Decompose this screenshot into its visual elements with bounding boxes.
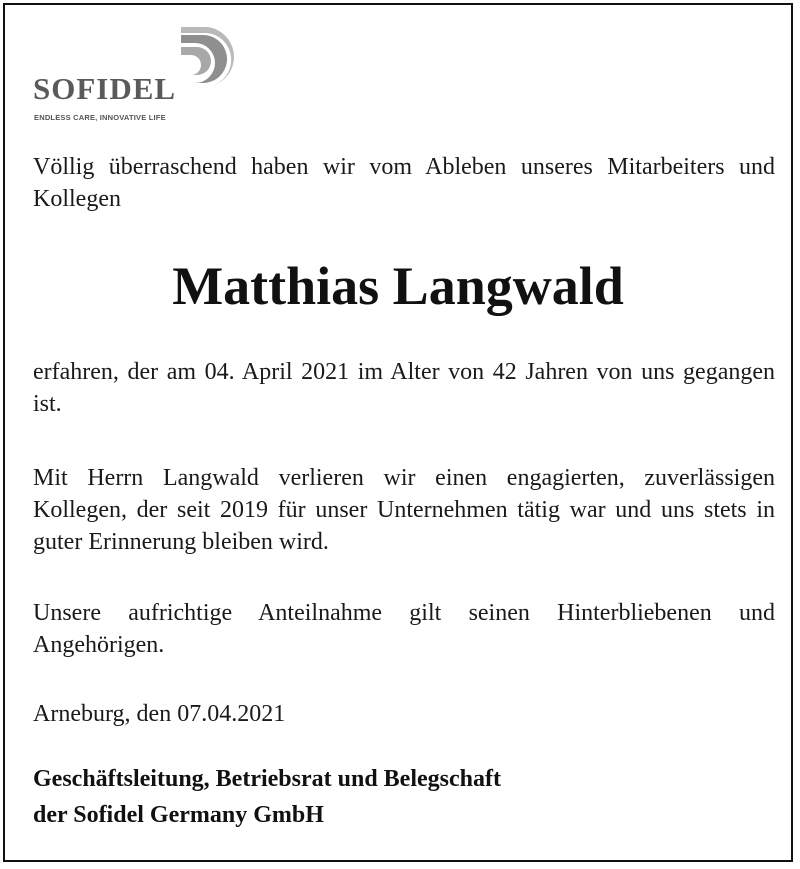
tribute-text: Mit Herrn Langwald verlieren wir einen engagierten, zuverlässigen Kollegen, der seit 2019 für unser Unternehmen tätig war und uns stets in guter Erinnerung bleiben wird.: [33, 465, 775, 555]
obituary-notice: [3, 3, 793, 862]
details-text: erfahren, der am 04. April 2021 im Alter von 42 Jahren von uns gegangen ist.: [33, 359, 775, 417]
logo-tagline: ENDLESS CARE, INNOVATIVE LIFE: [34, 113, 166, 122]
logo-wordmark: SOFIDEL: [33, 71, 177, 106]
condolence-text: Unsere aufrichtige Anteilnahme gilt seinen Hinterbliebenen und Angehörigen.: [33, 600, 775, 658]
signature-line-1: Geschäftsleitung, Betriebsrat und Belegschaft: [33, 766, 501, 792]
intro-text: Völlig überraschend haben wir vom Ableben unseres Mitarbeiters und Kollegen: [33, 154, 775, 212]
signature-block: [33, 761, 775, 833]
company-logo: [31, 23, 261, 133]
signature-line-2: der Sofidel Germany GmbH: [33, 802, 324, 828]
sofidel-swoosh-icon: [181, 25, 243, 87]
place-date: Arneburg, den 07.04.2021: [33, 701, 286, 727]
deceased-name: Matthias Langwald: [172, 256, 624, 316]
